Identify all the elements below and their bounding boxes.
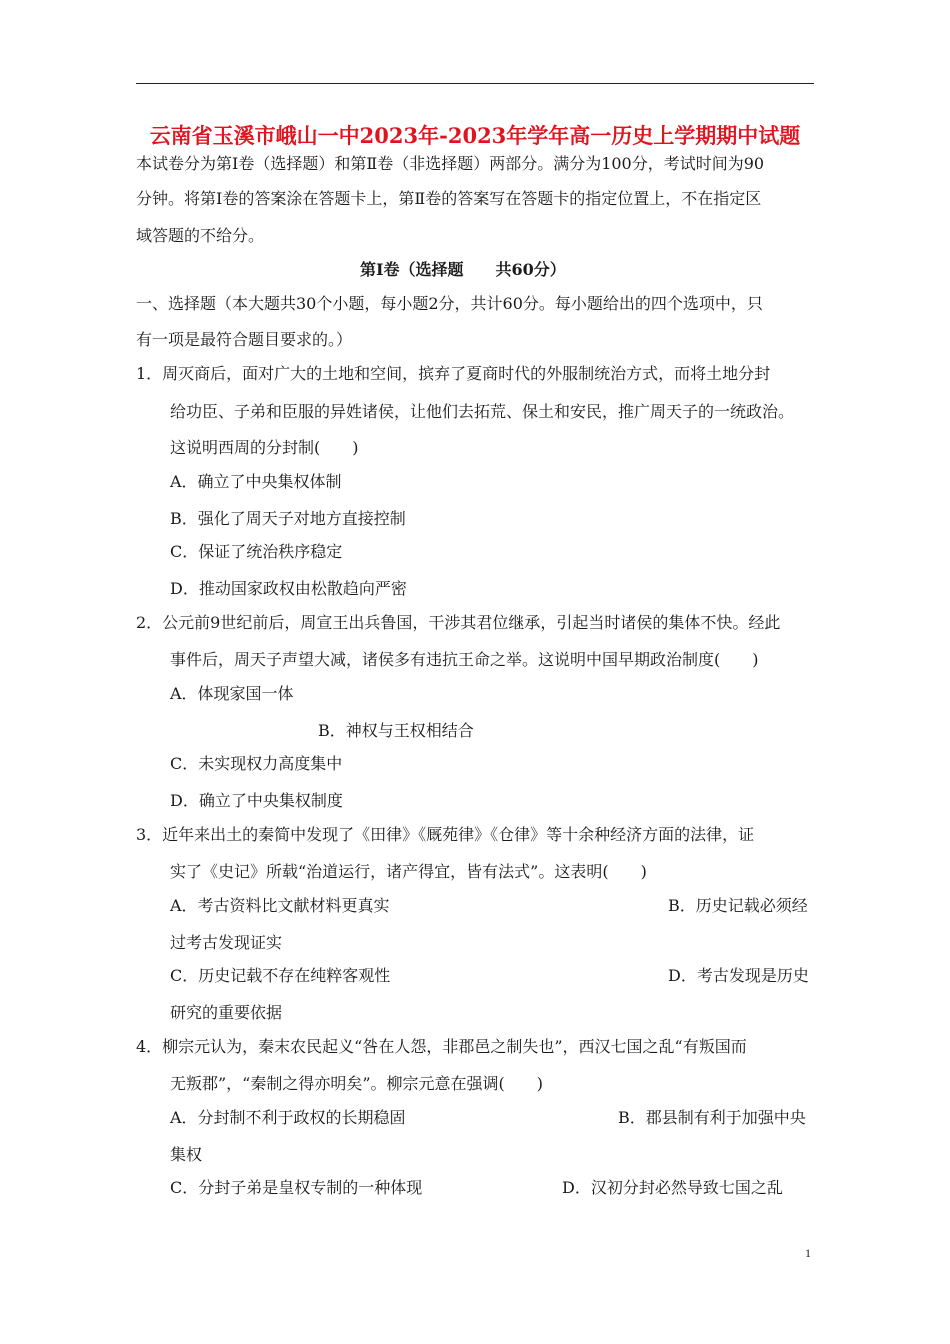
document-title: 云南省玉溪市峨山一中2023年-2023年学年高一历史上学期期中试题 [149,123,801,148]
question-1-option-a: A．确立了中央集权体制 [170,472,342,491]
question-3-stem-line-1: 3．近年来出土的秦简中发现了《田律》《厩苑律》《仓律》等十余种经济方面的法律，证 [136,825,755,844]
question-1-stem-line-1: 1．周灭商后，面对广大的土地和空间，摈弃了夏商时代的外服制统治方式，而将土地分封 [136,364,771,383]
question-4-stem-line-1: 4．柳宗元认为，秦末农民起义“咎在人怨，非郡邑之制失也”，西汉七国之乱“有叛国而 [136,1037,747,1056]
question-2-stem-line-1: 2．公元前9世纪前后，周宣王出兵鲁国，干涉其君位继承，引起当时诸侯的集体不快。经此 [136,613,781,632]
question-4-option-b: B．郡县制有利于加强中央 [618,1108,806,1127]
question-1-stem-line-3: 这说明西周的分封制( ) [170,438,359,457]
question-3-option-d: D．考古发现是历史 [668,966,809,985]
page-number: 1 [805,1246,811,1260]
question-3-option-b: B．历史记载必须经 [668,896,808,915]
question-2-option-d: D．确立了中央集权制度 [170,791,343,810]
intro-line-1: 本试卷分为第Ⅰ卷（选择题）和第Ⅱ卷（非选择题）两部分。满分为100分，考试时间为90 [136,154,765,173]
intro-line-3: 域答题的不给分。 [136,226,265,245]
question-1-option-b: B．强化了周天子对地方直接控制 [170,509,406,528]
question-2-option-c: C．未实现权力高度集中 [170,754,343,773]
question-4-option-b-continued: 集权 [170,1145,203,1164]
question-4-option-c: C．分封子弟是皇权专制的一种体现 [170,1178,423,1197]
question-1-option-c: C．保证了统治秩序稳定 [170,542,343,561]
question-3-option-c: C．历史记载不存在纯粹客观性 [170,966,391,985]
section-title: 第Ⅰ卷（选择题 共60分） [360,260,566,279]
header-rule [136,83,814,84]
part-intro-line-1: 一、选择题（本大题共30个小题，每小题2分，共计60分。每小题给出的四个选项中，只 [136,294,763,313]
question-2-option-b: B．神权与王权相结合 [318,721,474,740]
question-3-option-d-continued: 研究的重要依据 [170,1003,283,1022]
intro-line-2: 分钟。将第Ⅰ卷的答案涂在答题卡上，第Ⅱ卷的答案写在答题卡的指定位置上，不在指定区 [136,189,762,208]
question-4-option-a: A．分封制不利于政权的长期稳固 [170,1108,406,1127]
question-1-stem-line-2: 给功臣、子弟和臣服的异姓诸侯，让他们去拓荒、保土和安民，推广周天子的一统政治。 [170,402,795,421]
question-1-option-d: D．推动国家政权由松散趋向严密 [170,579,407,598]
question-3-option-a: A．考古资料比文献材料更真实 [170,896,390,915]
question-3-option-b-continued: 过考古发现证实 [170,933,283,952]
question-4-stem-line-2: 无叛郡”，“秦制之得亦明矣”。柳宗元意在强调( ) [170,1074,544,1093]
question-2-stem-line-2: 事件后，周天子声望大减，诸侯多有违抗王命之举。这说明中国早期政治制度( ) [170,650,759,669]
part-intro-line-2: 有一项是最符合题目要求的。） [136,330,353,349]
question-3-stem-line-2: 实了《史记》所载“治道运行，诸产得宜，皆有法式”。这表明( ) [170,862,647,881]
question-2-option-a: A．体现家国一体 [170,684,294,703]
question-4-option-d: D．汉初分封必然导致七国之乱 [562,1178,783,1197]
